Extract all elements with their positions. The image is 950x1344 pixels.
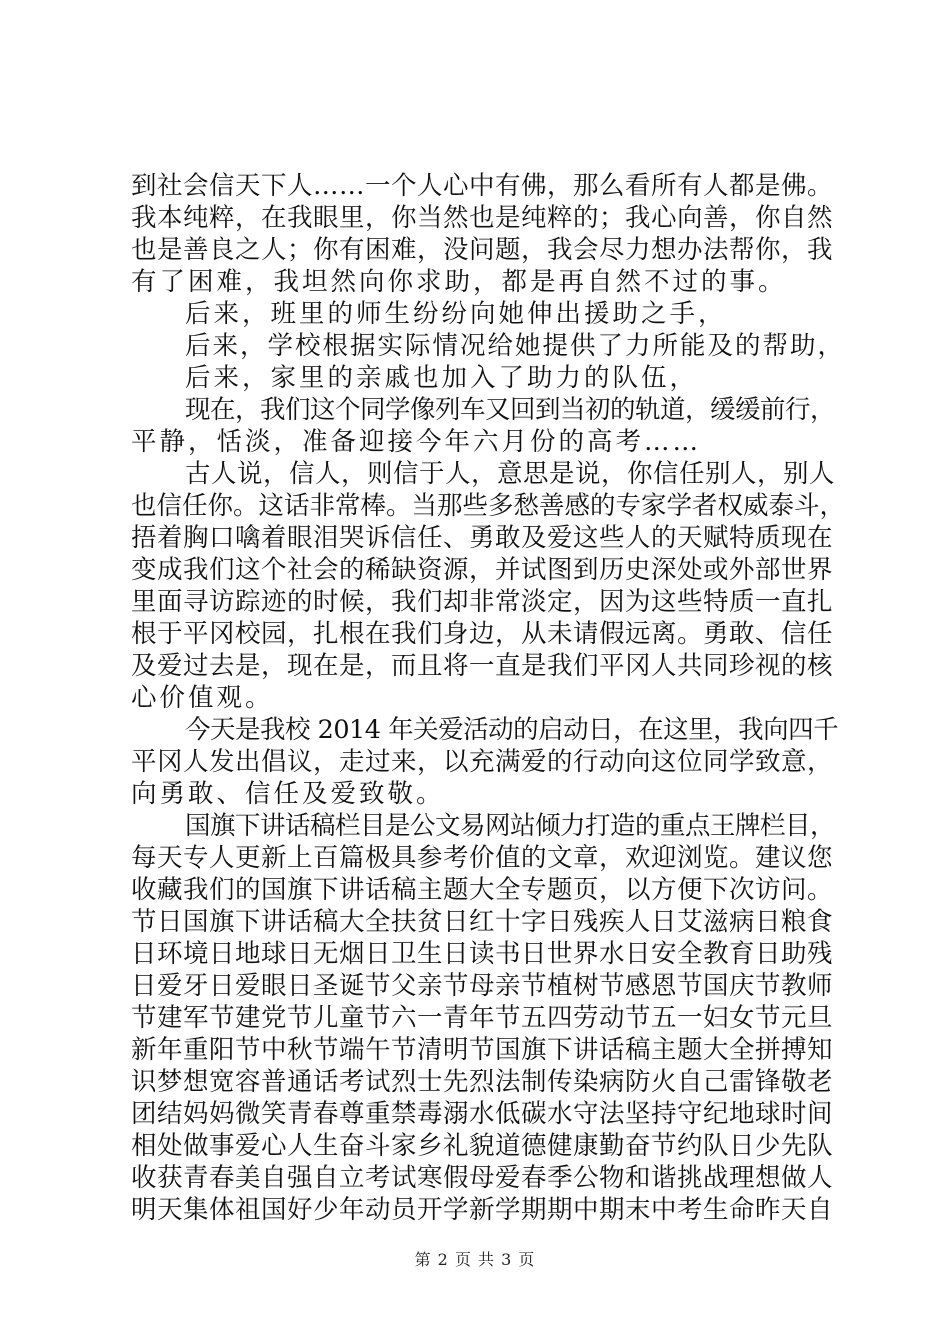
text-line: 今天是我校 2014 年关爱活动的启动日，在这里，我向四千 (185, 715, 839, 745)
text-line: 明天集体祖国好少年动员开学新学期期中期末中考生命昨天自 (131, 1195, 834, 1225)
text-line: 向勇敢、信任及爱致敬。 (131, 779, 445, 809)
text-line: 平冈人发出倡议，走过来，以充满爱的行动向这位同学致意， (131, 747, 834, 777)
text-line: 心价值观。 (131, 683, 274, 713)
text-line: 团结妈妈微笑青春尊重禁毒溺水低碳水守法坚持守纪地球时间 (131, 1099, 834, 1129)
text-line: 变成我们这个社会的稀缺资源，并试图到历史深处或外部世界 (131, 555, 834, 585)
text-line: 也是善良之人；你有困难，没问题，我会尽力想办法帮你，我 (131, 235, 834, 265)
text-line: 国旗下讲话稿栏目是公文易网站倾力打造的重点王牌栏目， (185, 811, 836, 841)
text-line: 里面寻访踪迹的时候，我们却非常淡定，因为这些特质一直扎 (131, 587, 834, 617)
body-text (131, 170, 846, 1226)
text-line: 收获青春美自强自立考试寒假母爱春季公物和谐挑战理想做人 (131, 1163, 834, 1193)
text-line: 识梦想宽容普通话考试烈士先烈法制传染病防火自己雷锋敬老 (131, 1067, 834, 1097)
text-line: 根于平冈校园，扎根在我们身边，从未请假远离。勇敢、信任 (131, 619, 834, 649)
text-line: 节日国旗下讲话稿大全扶贫日红十字日残疾人日艾滋病日粮食 (131, 907, 834, 937)
text-line: 相处做事爱心人生奋斗家乡礼貌道德健康勤奋节约队日少先队 (131, 1131, 834, 1161)
text-line: 及爱过去是，现在是，而且将一直是我们平冈人共同珍视的核 (131, 651, 834, 681)
text-line: 我本纯粹，在我眼里，你当然也是纯粹的；我心向善，你自然 (131, 203, 834, 233)
text-line: 日环境日地球日无烟日卫生日读书日世界水日安全教育日助残 (131, 939, 834, 969)
page-footer: 第 2 页 共 3 页 (414, 1250, 536, 1269)
text-line: 平静，恬淡，准备迎接今年六月份的高考…… (131, 427, 702, 457)
text-line: 节建军节建党节儿童节六一青年节五四劳动节五一妇女节元旦 (131, 1003, 834, 1033)
text-line: 到社会信天下人……一个人心中有佛，那么看所有人都是佛。 (131, 171, 834, 201)
text-line: 后来，班里的师生纷纷向她伸出援助之手， (185, 299, 727, 329)
text-line: 捂着胸口噙着眼泪哭诉信任、勇敢及爱这些人的天赋特质现在 (131, 523, 834, 553)
text-line: 后来，家里的亲戚也加入了助力的队伍， (185, 363, 699, 393)
text-line: 有了困难，我坦然向你求助，都是再自然不过的事。 (131, 267, 787, 297)
text-line: 每天专人更新上百篇极具参考价值的文章，欢迎浏览。建议您 (131, 843, 834, 873)
text-line: 古人说，信人，则信于人，意思是说，你信任别人，别人 (185, 459, 836, 489)
text-line: 新年重阳节中秋节端午节清明节国旗下讲话稿主题大全拼搏知 (131, 1035, 834, 1065)
text-line: 现在，我们这个同学像列车又回到当初的轨道，缓缓前行， (185, 395, 836, 425)
text-line: 后来，学校根据实际情况给她提供了力所能及的帮助， (185, 331, 846, 361)
text-line: 日爱牙日爱眼日圣诞节父亲节母亲节植树节感恩节国庆节教师 (131, 971, 834, 1001)
text-line: 收藏我们的国旗下讲话稿主题大全专题页，以方便下次访问。 (131, 875, 834, 905)
text-line: 也信任你。这话非常棒。当那些多愁善感的专家学者权威泰斗， (131, 491, 846, 521)
